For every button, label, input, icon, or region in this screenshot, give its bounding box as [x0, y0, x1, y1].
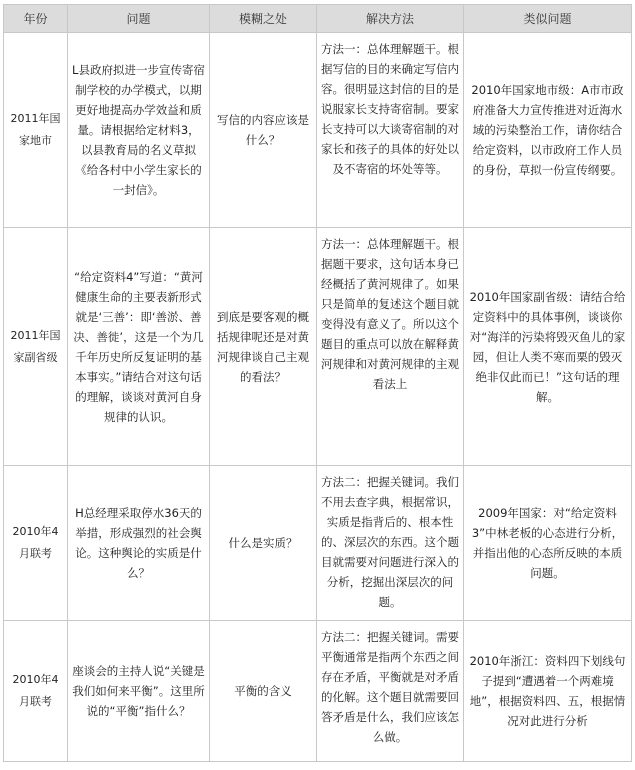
header-solution: 解决方法 [317, 5, 464, 33]
vague-cell: 什么是实质？ [210, 466, 317, 621]
similar-cell: 2010年国家副省级：请结合给定资料中的具体事例，谈谈你对“海洋的污染将毁灭鱼儿的家园，但让人类不寒而栗的毁灭绝非仅此而已！”这句话的理解。 [464, 228, 632, 466]
similar-cell: 2009年国家：对“给定资料3”中林老板的心态进行分析，并指出他的心态所反映的本质问题。 [464, 466, 632, 621]
question-cell: L县政府拟进一步宣传寄宿制学校的办学模式，以期更好地提高办学效益和质量。请根据给定材料3，以县教育局的名义草拟《给各村中小学生家长的一封信》。 [68, 33, 210, 228]
question-cell: 座谈会的主持人说“关键是我们如何来平衡”。这里所说的“平衡”指什么？ [68, 621, 210, 762]
table-row [4, 466, 632, 621]
year-cell: 2011年国家地市 [4, 33, 68, 228]
vague-cell: 平衡的含义 [210, 621, 317, 762]
similar-cell: 2010年浙江：资料四下划线句子提到“遭遇着一个两难境地”，根据资料四、五，根据情况对此进行分析 [464, 621, 632, 762]
solution-cell: 方法一：总体理解题干。根据写信的目的来确定写信内容。很明显这封信的目的是说服家长支持寄宿制。要家长支持可以大谈寄宿制的对家长和孩子的具体的好处以及不寄宿的坏处等等。 [317, 33, 464, 228]
similar-cell: 2010年国家地市级：A市市政府准备大力宣传推进对近海水域的污染整治工作，请你结合给定资料，以市政府工作人员的身份，草拟一份宣传纲要。 [464, 33, 632, 228]
solution-cell: 方法二：把握关键词。我们不用去查字典，根据常识，实质是指背后的、根本性的、深层次的东西。这个题目就需要对问题进行深入的分析，挖掘出深层次的问题。 [317, 466, 464, 621]
question-cell: “给定资料4”写道：“黄河健康生命的主要表新形式就是‘三善’：即‘善淤、善决、善徙’，这是一个为几千年历史所反复证明的基本事实。”请结合对这句话的理解，谈谈对黄河自身规律的认识。 [68, 228, 210, 466]
solution-cell: 方法二：把握关键词。需要平衡通常是指两个东西之间存在矛盾，平衡就是对矛盾的化解。这个题目就需要回答矛盾是什么，我们应该怎么做。 [317, 621, 464, 762]
header-year: 年份 [4, 5, 68, 33]
header-row [4, 5, 632, 33]
header-similar: 类似问题 [464, 5, 632, 33]
comparison-table [3, 4, 632, 762]
question-cell: H总经理采取停水36天的举措，形成强烈的社会舆论。这种舆论的实质是什么？ [68, 466, 210, 621]
year-cell: 2010年4月联考 [4, 466, 68, 621]
table-row [4, 33, 632, 228]
vague-cell: 到底是要客观的概括规律呢还是对黄河规律谈自己主观的看法？ [210, 228, 317, 466]
table-row [4, 621, 632, 762]
table-row [4, 228, 632, 466]
year-cell: 2010年4月联考 [4, 621, 68, 762]
year-cell: 2011年国家副省级 [4, 228, 68, 466]
solution-cell: 方法一：总体理解题干。根据题干要求，这句话本身已经概括了黄河规律了。如果只是简单的复述这个题目就变得没有意义了。所以这个题目的重点可以放在解释黄河规律和对黄河规律的主观看法上 [317, 228, 464, 466]
vague-cell: 写信的内容应该是什么？ [210, 33, 317, 228]
header-vague: 模糊之处 [210, 5, 317, 33]
header-question: 问题 [68, 5, 210, 33]
